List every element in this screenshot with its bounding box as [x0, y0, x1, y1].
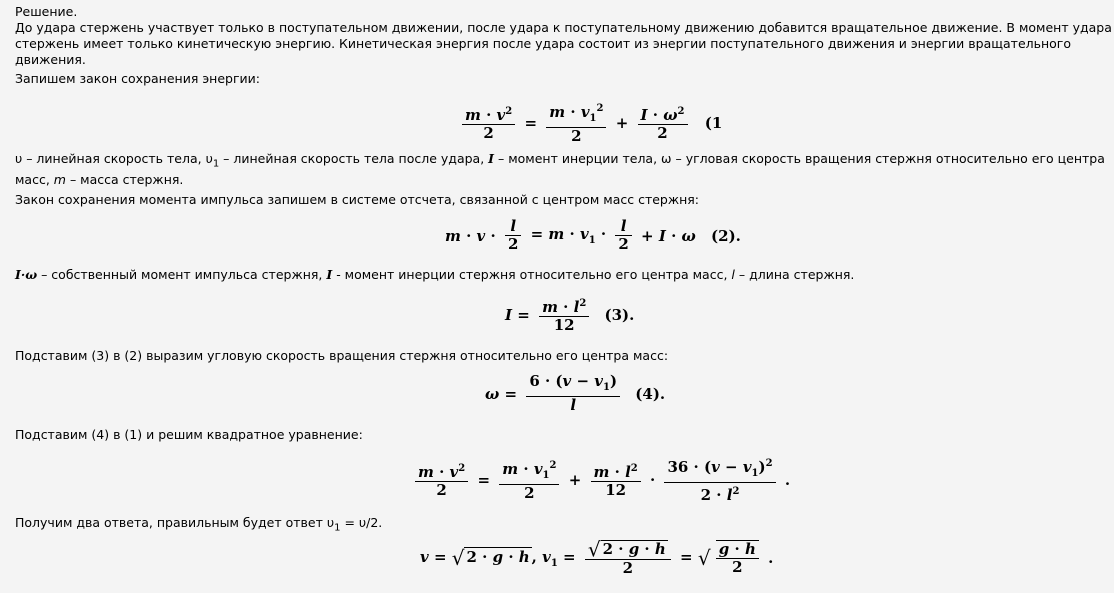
- equation-quadratic: $\frac{m \cdot v^2}{2}$ = $\frac{m \cdot v_1^2}{2}$ + $\frac{m \cdot l^2}{12}$ · $\frac{36 \cdot (v - v_1)^2}{2 \cdot l^2}$ .: [413, 455, 792, 504]
- answer-line: Получим два ответа, правильным будет ответ $\upsilon_1 = \upsilon/2$.: [15, 515, 383, 534]
- substitution-intro: Подставим (3) в (2) выразим угловую скорость вращения стержня относительно его центра масс:: [15, 348, 669, 363]
- energy-law-intro: Запишем закон сохранения энергии:: [15, 71, 261, 86]
- momentum-law-intro: Закон сохранения момента импульса запишем в системе отсчета, связанной с центром масс стержня:: [15, 192, 700, 207]
- paragraph-line: движения.: [15, 52, 86, 67]
- equation-3: I = $\frac{m \cdot l^2}{12}$ (3).: [505, 298, 635, 334]
- equation-2: m · v · $\frac{l}{2}$ = $m \cdot v_1$ · $\frac{l}{2}$ + I · ω (2).: [445, 217, 741, 253]
- paragraph-line: До удара стержень участвует только в поступательном движении, после удара к поступательному движению добавится вращательное движение. В момент удара: [15, 20, 1112, 35]
- equation-4: ω = $\frac{6 \cdot (v - v_1)}{l}$ (4).: [485, 372, 666, 414]
- final-formulas: v = √ 2 · g · h , $v_1$ = $\frac{√ 2 \cdot g \cdot h}{2}$ = √ $\frac{g \cdot h}{2}$ .: [420, 537, 774, 577]
- equation-1: $\frac{m \cdot v^2}{2}$ = $\frac{m \cdot v_1^2}{2}$ + $\frac{I \cdot \omega^2}{2}$ (1: [460, 100, 724, 145]
- equation-3-tag: (3).: [604, 305, 635, 324]
- variables-line: масс, m – масса стержня.: [15, 172, 184, 187]
- paragraph-line: стержень имеет только кинетическую энергию. Кинетическая энергия после удара состоит из энергии поступательного движения и энергии вращательного: [15, 36, 1072, 51]
- substitution-intro: Подставим (4) в (1) и решим квадратное уравнение:: [15, 427, 363, 442]
- variables-line: υ – линейная скорость тела, $\upsilon_1$ – линейная скорость тела после удара, I – момент инерции тела, ω – угловая скорость вращения стержня относительно его центра: [15, 151, 1105, 170]
- equation-4-tag: (4).: [635, 384, 666, 403]
- solution-heading: Решение.: [15, 4, 78, 19]
- variables-line: I·ω – собственный момент импульса стержня, I - момент инерции стержня относительно его центра масс, l – длина стержня.: [15, 267, 855, 282]
- equation-2-tag: (2).: [711, 226, 741, 245]
- equation-1-tag: (1: [704, 113, 723, 132]
